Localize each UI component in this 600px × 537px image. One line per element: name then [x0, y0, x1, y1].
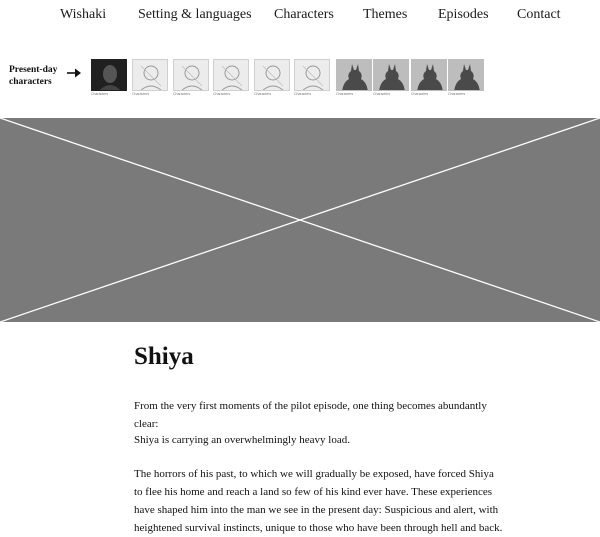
character-silhouette-image	[373, 59, 409, 91]
character-sketch-image	[173, 59, 209, 91]
character-thumbnail[interactable]	[91, 59, 127, 96]
thumbnail-caption: Characters	[173, 92, 191, 96]
character-thumbnail[interactable]	[336, 59, 372, 96]
thumbnail-caption: Characters	[213, 92, 231, 96]
character-thumbnail[interactable]	[132, 59, 168, 96]
character-silhouette-image	[336, 59, 372, 91]
character-sketch-image	[132, 59, 168, 91]
character-sketch-image	[254, 59, 290, 91]
character-strip-label: Present-day characters	[9, 65, 58, 87]
article-paragraph: Shiya is carrying an overwhelmingly heavy load.	[134, 434, 350, 446]
character-sketch-image	[213, 59, 249, 91]
nav-item-themes[interactable]: Themes	[363, 7, 408, 22]
arrow-right-icon	[67, 67, 81, 79]
nav-item-setting-languages[interactable]: Setting & languages	[138, 7, 252, 22]
thumbnail-caption: Characters	[336, 92, 354, 96]
article-paragraph: From the very first moments of the pilot episode, one thing becomes abundantly clear:	[134, 400, 487, 430]
character-silhouette-image	[411, 59, 447, 91]
nav-item-characters[interactable]: Characters	[274, 7, 334, 22]
nav-item-episodes[interactable]: Episodes	[438, 7, 489, 22]
top-navigation	[0, 0, 600, 34]
character-thumbnail[interactable]	[373, 59, 409, 96]
thumbnail-caption: Characters	[373, 92, 391, 96]
character-thumbnail[interactable]	[294, 59, 330, 96]
hero-image-placeholder	[0, 118, 600, 322]
character-thumbnail[interactable]	[411, 59, 447, 96]
thumbnail-caption: Characters	[132, 92, 150, 96]
page-title: Shiya	[134, 343, 194, 370]
character-thumbnail[interactable]	[254, 59, 290, 96]
character-portrait-image	[91, 59, 127, 91]
character-sketch-image	[294, 59, 330, 91]
character-thumbnail[interactable]	[213, 59, 249, 96]
nav-item-wishaki[interactable]: Wishaki	[60, 7, 107, 22]
article-paragraph: The horrors of his past, to which we will gradually be exposed, have forced Shiya to flee his home and reach a land so few of his kind ever have. These experiences have shaped him into the man we see in the present day: Suspicious and alert, with heightened survival instincts, unique to those who have been through hell and back.	[134, 468, 503, 534]
thumbnail-caption: Characters	[448, 92, 466, 96]
character-silhouette-image	[448, 59, 484, 91]
thumbnail-caption: Characters	[411, 92, 429, 96]
character-thumbnail[interactable]	[173, 59, 209, 96]
thumbnail-caption: Characters	[254, 92, 272, 96]
thumbnail-caption: Characters	[294, 92, 312, 96]
character-thumbnail[interactable]	[448, 59, 484, 96]
placeholder-cross-icon	[0, 118, 600, 322]
nav-item-contact[interactable]: Contact	[517, 7, 561, 22]
thumbnail-caption: Characters	[91, 92, 109, 96]
